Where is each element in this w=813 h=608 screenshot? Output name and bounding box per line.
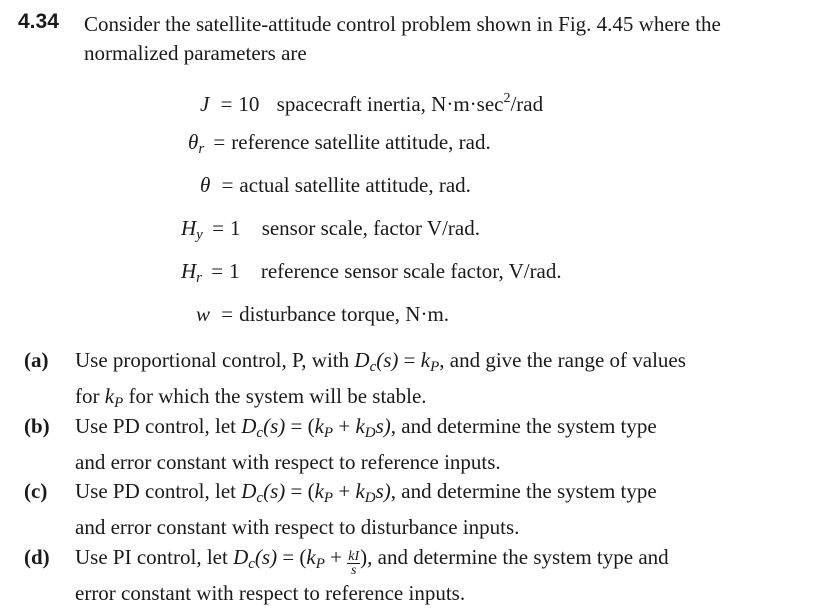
param-symbol: θ (188, 130, 199, 154)
part-b-text-2: , and determine the system type (390, 414, 657, 438)
part-text (75, 346, 784, 418)
s-arg: (s) (254, 545, 278, 569)
part-label: (c) (24, 479, 48, 503)
intro-line-2: normalized parameters are (84, 41, 307, 65)
param-description: sensor scale, factor V/rad. (261, 216, 480, 240)
part-text (75, 543, 784, 608)
param-desc-tail: /rad (510, 92, 544, 116)
kp-symbol: k (306, 545, 316, 569)
param-theta-r (188, 129, 491, 162)
part-d (24, 543, 784, 608)
kd-symbol: k (355, 479, 365, 503)
close-expr: s) (375, 414, 391, 438)
dc-subscript: c (248, 556, 255, 572)
s-arg: (s) (263, 414, 286, 438)
param-equals: = (221, 302, 234, 326)
dc-subscript: c (369, 359, 377, 375)
param-symbol: θ (200, 173, 211, 197)
plus-sign: + (324, 545, 348, 569)
part-a-line2-pre: for (75, 384, 105, 408)
plus-sign: + (333, 414, 356, 438)
ki-denominator: s (350, 563, 357, 578)
part-d-text-1: Use PI control, let (75, 545, 228, 569)
part-a-text-2: , and give the range of values (439, 348, 686, 372)
dc-symbol: D (354, 348, 370, 372)
param-symbol: J (200, 92, 210, 116)
ki-fraction (347, 550, 360, 577)
dc-subscript: c (256, 490, 264, 506)
open-paren: ( (307, 414, 315, 438)
open-paren: ( (299, 545, 307, 569)
param-theta (200, 172, 471, 198)
kp-symbol: k (420, 348, 431, 372)
problem-number: 4.34 (18, 10, 59, 33)
problem-intro (84, 10, 784, 68)
kp-subscript: P (315, 556, 325, 572)
kp-symbol: k (314, 414, 324, 438)
part-label: (d) (24, 545, 50, 569)
param-equals: = (220, 92, 233, 116)
kp-subscript: P (114, 395, 124, 411)
kp-symbol: k (104, 384, 115, 408)
kp-subscript: P (323, 490, 334, 506)
param-subscript: y (196, 227, 203, 243)
part-b (24, 412, 784, 477)
kp-subscript: P (430, 359, 440, 375)
open-paren: ( (307, 479, 315, 503)
param-equals: = (212, 216, 224, 240)
param-equals: = (213, 130, 226, 154)
equals-sign: = (285, 479, 308, 503)
param-subscript: r (196, 270, 203, 286)
param-symbol: w (196, 302, 211, 326)
s-arg: (s) (376, 348, 399, 372)
part-c-line2: and error constant with respect to disturbance inputs. (75, 515, 520, 539)
param-H-r (181, 258, 562, 291)
param-desc-sup: 2 (503, 91, 511, 106)
param-equals: = (221, 173, 234, 197)
param-H-y (181, 215, 480, 248)
kp-symbol: k (314, 479, 324, 503)
plus-sign: + (333, 479, 356, 503)
kd-subscript: D (364, 425, 376, 441)
equals-sign: = (285, 414, 308, 438)
param-description: spacecraft inertia, N·m·sec (276, 92, 504, 116)
close-expr: s) (375, 479, 391, 503)
part-text (75, 477, 784, 542)
param-description: reference satellite attitude, rad. (231, 130, 491, 154)
param-value: 10 (238, 92, 260, 116)
kd-symbol: k (355, 414, 365, 438)
s-arg: (s) (263, 479, 286, 503)
part-a-line2-post: for which the system will be stable. (123, 384, 427, 408)
intro-line-1: Consider the satellite-attitude control problem shown in Fig. 4.45 where the (84, 12, 721, 36)
param-description: disturbance torque, N·m. (239, 302, 450, 326)
equals-sign: = (398, 348, 421, 372)
dc-symbol: D (233, 545, 249, 569)
part-c-text-2: , and determine the system type (390, 479, 657, 503)
part-a (24, 346, 784, 418)
part-label: (b) (24, 414, 50, 438)
param-symbol: H (181, 259, 197, 283)
param-J (200, 86, 543, 117)
kp-subscript: P (323, 425, 334, 441)
part-d-line2: error constant with respect to reference inputs. (75, 581, 466, 605)
part-c-text-1: Use PD control, let (75, 479, 236, 503)
kd-subscript: D (364, 490, 376, 506)
part-b-text-1: Use PD control, let (75, 414, 236, 438)
part-label: (a) (24, 348, 49, 372)
part-c (24, 477, 784, 542)
param-symbol: H (181, 216, 197, 240)
param-subscript: r (198, 141, 205, 157)
param-value: 1 (229, 259, 240, 283)
dc-symbol: D (241, 479, 257, 503)
param-w (196, 301, 449, 327)
param-value: 1 (229, 216, 241, 240)
dc-subscript: c (256, 425, 264, 441)
part-a-text-1: Use proportional control, P, with (75, 348, 350, 372)
part-b-line2: and error constant with respect to reference inputs. (75, 450, 501, 474)
param-equals: = (211, 259, 224, 283)
ki-numerator: kI (348, 549, 360, 564)
param-description: reference sensor scale factor, V/rad. (260, 259, 562, 283)
dc-symbol: D (241, 414, 257, 438)
param-description: actual satellite attitude, rad. (239, 173, 471, 197)
part-text (75, 412, 784, 477)
part-d-text-2: ), and determine the system type and (360, 545, 669, 569)
equals-sign: = (277, 545, 300, 569)
